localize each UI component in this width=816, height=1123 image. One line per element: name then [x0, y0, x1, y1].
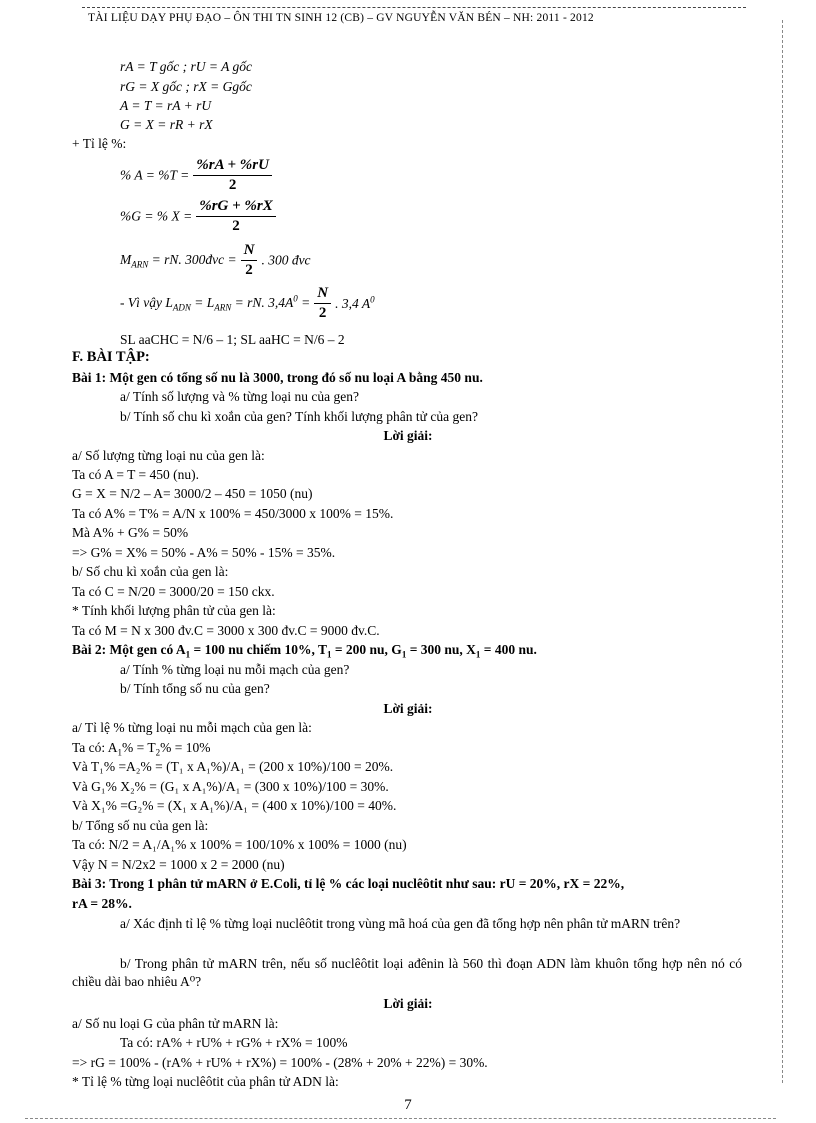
percent-g-formula [120, 198, 280, 235]
bai1-line: G = X = N/2 – A= 3000/2 – 450 = 1050 (nu) [72, 486, 313, 501]
length-sub1: ADN [172, 303, 191, 314]
bai3-line: Ta có: rA% + rU% + rG% + rX% = 100% [120, 1035, 348, 1050]
bai2-title-d: = 300 nu, X [406, 642, 476, 657]
mass-mid: = rN. 300đvc = [148, 251, 237, 267]
bai1-qb: b/ Tính số chu kì xoắn của gen? Tính khối lượng phân tử của gen? [120, 409, 478, 424]
bai1-line: Mà A% + G% = 50% [72, 525, 189, 540]
formula-1: rA = T gốc ; rU = A gốc [120, 59, 252, 74]
bai1-solution-title: Lời giải: [383, 428, 433, 443]
mass-right: . 300 đvc [261, 252, 311, 268]
bai1-line: b/ Số chu kì xoắn của gen là: [72, 564, 229, 579]
bai3-solution-title: Lời giải: [383, 996, 433, 1011]
footer-rule [25, 1118, 776, 1119]
percent-g-den: 2 [232, 218, 240, 234]
length-fraction [314, 285, 331, 322]
bai3-title-1: Bài 3: Trong 1 phân tử mARN ở E.Coli, tỉ lệ % các loại nuclêôtit như sau: rU = 20%, rX = 22%, [72, 876, 625, 891]
length-sup2: 0 [370, 294, 375, 305]
bai2-qb: b/ Tính tổng số nu của gen? [120, 681, 270, 696]
mass-fraction [241, 242, 258, 279]
bai3-line: * Tỉ lệ % từng loại nuclêôtit của phân tử ADN là: [72, 1074, 339, 1089]
page-header: TÀI LIỆU DẠY PHỤ ĐẠO – ÔN THI TN SINH 12 (CB) – GV NGUYỄN VĂN BÉN – NH: 2011 - 2012 [88, 12, 594, 24]
length-sub2: ARN [214, 303, 232, 314]
sub: 1 [475, 649, 481, 660]
length-sup: 0 [293, 293, 298, 304]
bai2-title-c: = 200 nu, G [331, 642, 402, 657]
bai2-line: Và X₁% =G₂% = (X₁ x A₁%)/A₁ = (400 x 10%)/100 = 40%. [72, 798, 397, 813]
mass-den: 2 [245, 262, 253, 278]
percent-a-den: 2 [228, 177, 237, 193]
bai3-line: a/ Số nu loại G của phân tử mARN là: [72, 1016, 279, 1031]
bai1-line: Ta có A = T = 450 (nu). [72, 467, 200, 482]
percent-a-fraction [193, 157, 272, 194]
bai2-qa: a/ Tính % từng loại nu mỗi mạch của gen? [120, 662, 350, 677]
length-den: 2 [318, 305, 327, 321]
length-formula [120, 285, 375, 322]
mass-num: N [241, 242, 258, 261]
length-prefix: - Vì vậy L [120, 295, 173, 311]
percent-a-num: %rA + %rU [193, 157, 272, 176]
bai1-line: => G% = X% = 50% - A% = 50% - 15% = 35%. [72, 545, 336, 560]
percent-a-formula [120, 157, 276, 194]
percent-g-num: %rG + %rX [196, 198, 276, 217]
sub: 1 [326, 649, 332, 660]
page-number: 7 [404, 1097, 412, 1113]
section-title: F. BÀI TẬP: [72, 349, 150, 365]
formula-3: A = T = rA + rU [120, 98, 212, 113]
bai2-line: Ta có: N/2 = A₁/A₁% x 100% = 100/10% x 100% = 1000 (nu) [72, 837, 407, 852]
bai1-line: Ta có A% = T% = A/N x 100% = 450/3000 x 100% = 15%. [72, 506, 394, 521]
sub: 1 [185, 649, 191, 660]
sub: 1 [401, 649, 407, 660]
percent-g-left: %G = % X = [120, 208, 193, 224]
formula-4: G = X = rR + rX [120, 117, 213, 132]
header-rule [82, 7, 746, 8]
margin-rule [782, 20, 783, 1083]
bai2-line: Và G₁% X₂% = (G₁ x A₁%)/A₁ = (300 x 10%)/100 = 30%. [72, 779, 389, 794]
length-num: N [314, 285, 331, 304]
bai1-line: a/ Số lượng từng loại nu của gen là: [72, 448, 265, 463]
bai2-title-e: = 400 nu. [480, 642, 537, 657]
bai1-title: Bài 1: Một gen có tổng số nu là 3000, trong đó số nu loại A bằng 450 nu. [72, 370, 483, 385]
bai2-title-a: Bài 2: Một gen có A [72, 642, 186, 657]
bai3-title-2: rA = 28%. [72, 896, 132, 911]
mass-m: M [120, 251, 132, 267]
bai1-line: * Tính khối lượng phân tử của gen là: [72, 603, 276, 618]
percent-g-fraction [196, 198, 276, 235]
bai3-qa: a/ Xác định tỉ lệ % từng loại nuclêôtit trong vùng mã hoá của gen đã tổng hợp nên phân tử mARN trên? [120, 916, 681, 931]
length-mid2: = rN. 3,4A [231, 295, 294, 311]
sub: 1 [117, 747, 123, 758]
bai1-line: Ta có C = N/20 = 3000/20 = 150 ckx. [72, 584, 275, 599]
percent-a-left: % A = %T = [120, 167, 190, 183]
bai2-line: a/ Tỉ lệ % từng loại nu mỗi mạch của gen là: [72, 720, 312, 735]
sl-formula: SL aaCHC = N/6 – 1; SL aaHC = N/6 – 2 [120, 332, 345, 347]
bai2-l2a: Ta có: A [72, 740, 118, 755]
mass-formula [120, 242, 311, 279]
formula-2: rG = X gốc ; rX = Ggốc [120, 79, 252, 94]
bai1-line: Ta có M = N x 300 đv.C = 3000 x 300 đv.C = 9000 đv.C. [72, 623, 380, 638]
bai2-solution-title: Lời giải: [383, 701, 433, 716]
bai3-line: => rG = 100% - (rA% + rU% + rX%) = 100% - (28% + 20% + 22%) = 30%. [72, 1055, 488, 1070]
length-mid1: = L [190, 295, 215, 311]
bai2-line: Và T₁% =A₂% = (T₁ x A₁%)/A₁ = (200 x 10%)/100 = 20%. [72, 759, 394, 774]
length-right: . 3,4 A [335, 296, 371, 312]
bai3-qb: b/ Trong phân tử mARN trên, nếu số nuclêôtit loại ađênin là 560 thì đoạn ADN làm khuôn tổng hợp nên nó có chiều dài bao nhiêu A⁰? [72, 956, 742, 989]
bai2-l2b: % = T [122, 740, 156, 755]
bai2-l2c: % = 10% [160, 740, 211, 755]
bai1-qa: a/ Tính số lượng và % từng loại nu của gen? [120, 389, 359, 404]
bai2-line: b/ Tổng số nu của gen là: [72, 818, 209, 833]
mass-sub: ARN [131, 259, 149, 270]
bai2-title-b: = 100 nu chiếm 10%, T [190, 642, 327, 657]
length-eq: = [297, 295, 311, 311]
bai2-line: Vậy N = N/2x2 = 1000 x 2 = 2000 (nu) [72, 857, 285, 872]
sub: 2 [155, 747, 161, 758]
ratio-label: + Tỉ lệ %: [72, 136, 127, 151]
